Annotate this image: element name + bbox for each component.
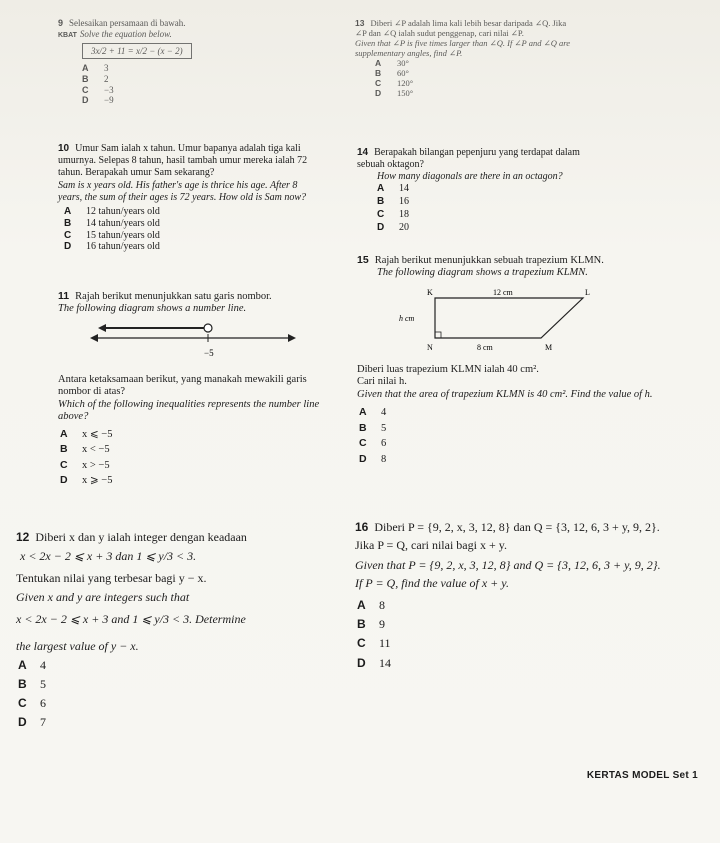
option-text: 4 (40, 657, 46, 672)
trapezium-diagram (393, 286, 613, 356)
question-16: 16 Diberi P = {9, 2, x, 3, 12, 8} dan Q = {3, 12, 6, 3 + y, 9, 2}. Jika P = Q, cari nilai bagi x + y. Given that P = {9, 2, x, 3, 12, 8} and Q = {3, 12, 6, 3 + y, 9, 2}. If P = Q, find the value of x + y. A 8 B 9 C 11 D 14 (355, 518, 665, 673)
option-letter: C (60, 458, 68, 471)
q16-text-ms: Diberi P = {9, 2, x, 3, 12, 8} dan Q = {3, 12, 6, 3 + y, 9, 2}. Jika P = Q, cari nilai bagi x + y. (355, 520, 660, 552)
option-letter: B (64, 217, 72, 229)
option-letter: A (64, 205, 72, 217)
answer-option[interactable] (60, 458, 333, 473)
option-letter: B (357, 617, 366, 632)
q15-text-en: The following diagram shows a trapezium KLMN. (377, 267, 588, 279)
option-text: 60° (397, 68, 409, 79)
kbat-tag: KBAT (58, 31, 77, 39)
answer-option[interactable] (357, 654, 665, 673)
option-text: 150° (397, 88, 414, 99)
answer-option[interactable] (357, 615, 665, 634)
option-text: 2 (104, 74, 109, 85)
option-text: 8 (379, 598, 385, 612)
axis-arrow-left (90, 334, 98, 342)
answer-option[interactable] (60, 427, 333, 442)
option-letter: D (375, 88, 382, 99)
option-text: x ⩽ −5 (82, 429, 113, 441)
option-letter: A (60, 428, 68, 441)
option-text: 120° (397, 78, 414, 89)
q15-text-en2: Given that the area of trapezium KLMN is 40 cm². Find the value of h. (357, 388, 653, 400)
option-text: 5 (381, 422, 387, 434)
option-letter: B (18, 676, 27, 691)
answer-option[interactable] (375, 58, 575, 68)
answer-option[interactable] (64, 241, 318, 253)
q11-question-en: Which of the following inequalities represents the number line above? (58, 398, 320, 422)
height-label: h cm (399, 313, 415, 323)
answer-option[interactable] (359, 436, 687, 452)
option-letter: D (82, 95, 89, 106)
q16-options (357, 596, 665, 673)
answer-option[interactable] (359, 405, 687, 421)
q15-given-ms: Diberi luas trapezium KLMN ialah 40 cm². (357, 363, 539, 375)
q15-text-ms: Rajah berikut menunjukkan sebuah trapezium KLMN. (374, 255, 604, 266)
answer-option[interactable] (60, 442, 333, 457)
option-letter: B (375, 68, 382, 79)
q9-equation-box: 3x/2 + 11 = x/2 − (x − 2) (82, 43, 192, 60)
option-letter: A (18, 657, 27, 672)
q12-text-ms: Diberi x dan y ialah integer dengan keadaan (35, 530, 247, 544)
axis-arrow-right (288, 334, 296, 342)
option-letter: D (60, 473, 68, 486)
option-text: 9 (379, 617, 385, 632)
q13-text-en: Given that ∠P is five times larger than ∠Q. If ∠P and ∠Q are supplementary angles, find ∠P. (355, 38, 570, 59)
q15-find-ms: Cari nilai h. (357, 376, 407, 388)
option-text: 12 tahun/years old (86, 205, 160, 217)
option-text: 14 tahun/years old (86, 217, 160, 229)
option-text: 5 (40, 676, 46, 691)
q16-text-en: Given that P = {9, 2, x, 3, 12, 8} and Q = {3, 12, 6, 3 + y, 9, 2}. If P = Q, find the value of x + y. (355, 558, 661, 590)
answer-option[interactable] (60, 473, 333, 488)
answer-option[interactable] (82, 74, 308, 85)
right-angle-mark (435, 332, 441, 338)
option-text: −3 (104, 84, 114, 95)
answer-option[interactable] (357, 596, 665, 615)
q12-options (18, 656, 346, 733)
option-letter: B (82, 74, 89, 85)
question-14: 14 Berapakah bilangan pepenjuru yang terdapat dalam sebuah oktagon? How many diagonals are there in an octagon? A 14 B 16 C 18 D 20 (357, 147, 587, 234)
answer-option[interactable] (18, 713, 346, 732)
question-10: 10 Umur Sam ialah x tahun. Umur bapanya adalah tiga kali umurnya. Selepas 8 tahun, hasil tambah umur mereka ialah 72 tahun. Berapakah umur Sam sekarang? Sam is x years old. His father's age is thrice his age. After 8 years, the sum of their ages is 72 years. How old is Sam now? A 12 tahun/years old B 14 tahun/years old C 15 tahun/years old D 16 tahun/years old (58, 143, 318, 253)
q10-options (64, 206, 318, 253)
top-length-label: 12 cm (493, 287, 513, 297)
q12-condition-en: x < 2x − 2 ⩽ x + 3 and 1 ⩽ y/3 < 3. Determine (16, 612, 246, 627)
option-letter: D (359, 453, 367, 466)
option-letter: B (377, 196, 385, 208)
answer-option[interactable] (377, 182, 587, 195)
answer-option[interactable] (377, 208, 587, 221)
q11-text-en: The following diagram shows a number line. (58, 303, 247, 315)
option-letter: B (60, 443, 68, 456)
option-letter: D (357, 655, 366, 670)
option-letter: A (377, 183, 385, 195)
q12-condition-ms: x < 2x − 2 ⩽ x + 3 dan 1 ⩽ y/3 < 3. (20, 548, 197, 563)
option-letter: A (357, 598, 366, 612)
q9-text-ms: Selesaikan persamaan di bawah. (69, 18, 186, 28)
answer-option[interactable] (82, 63, 308, 74)
footer-label: KERTAS MODEL Set 1 (586, 770, 698, 781)
option-text: 30° (397, 58, 409, 69)
option-text: 3 (104, 63, 109, 74)
q10-text-en: Sam is x years old. His father's age is thrice his age. After 8 years, the sum of their ages is 72 years. How old is Sam now? (58, 180, 307, 204)
option-text: 16 tahun/years old (86, 241, 160, 253)
option-text: 20 (399, 222, 409, 234)
answer-option[interactable] (64, 218, 318, 230)
option-letter: C (377, 209, 385, 221)
option-text: x > −5 (82, 459, 110, 471)
question-11: 11 Rajah berikut menunjukkan satu garis nombor. The following diagram shows a number line. −5 Antara ketaksamaan berikut, yang manakah mewakili garis nombor di atas? Which of the following inequalities represents the number line above? A x ⩽ −5 B x < −5 C x > −5 D x ⩾ −5 (58, 290, 333, 488)
answer-option[interactable] (359, 421, 687, 437)
answer-option[interactable] (357, 634, 665, 653)
option-text: 14 (379, 655, 391, 670)
q13-options (375, 58, 575, 98)
option-text: 16 (399, 196, 409, 208)
q13-text-ms: Diberi ∠P adalah lima kali lebih besar daripada ∠Q. Jika ∠P dan ∠Q ialah sudut penggenap, cari nilai ∠P. (355, 18, 567, 39)
q14-text-ms: Berapakah bilangan pepenjuru yang terdapat dalam sebuah oktagon? (357, 147, 580, 170)
option-text: 15 tahun/years old (86, 229, 160, 241)
q10-text-ms: Umur Sam ialah x tahun. Umur bapanya adalah tiga kali umurnya. Selepas 8 tahun, hasil tambah umur mereka ialah 72 tahun. Berapakah umur Sam sekarang? (58, 143, 308, 178)
answer-option[interactable] (82, 95, 308, 106)
answer-option[interactable] (18, 694, 346, 713)
option-letter: D (377, 222, 385, 234)
answer-option[interactable] (375, 78, 575, 88)
option-letter: C (82, 84, 89, 95)
option-letter: C (64, 229, 72, 241)
q11-text-ms: Rajah berikut menunjukkan satu garis nombor. (75, 291, 272, 302)
q9-text-en: Solve the equation below. (79, 28, 172, 39)
option-text: 14 (399, 183, 409, 195)
option-text: x < −5 (82, 444, 110, 456)
option-letter: C (357, 636, 366, 651)
q9-options (82, 63, 308, 105)
q14-options (377, 182, 587, 234)
option-text: 7 (40, 715, 46, 730)
q14-text-en: How many diagonals are there in an octagon? (377, 170, 563, 182)
option-letter: C (18, 695, 27, 710)
trapezium-shape (435, 298, 583, 338)
open-circle (204, 324, 212, 332)
q11-question-ms: Antara ketaksamaan berikut, yang manakah mewakili garis nombor di atas? (58, 373, 307, 398)
q15-options (359, 405, 687, 468)
question-12: 12 Diberi x dan y ialah integer dengan keadaan x < 2x − 2 ⩽ x + 3 dan 1 ⩽ y/3 < 3. Tentukan nilai yang terbesar bagi y − x. Given x and y are integers such that x < 2x − 2 ⩽ x + 3 and 1 ⩽ y/3 < 3. Determine the largest value of y − x. A 4 B 5 C 6 D 7 (16, 528, 346, 732)
option-letter: C (359, 437, 367, 450)
option-text: 6 (40, 695, 46, 710)
bottom-length-label: 8 cm (477, 342, 493, 352)
answer-option[interactable] (18, 656, 346, 675)
answer-option[interactable] (359, 452, 687, 468)
solution-ray-arrow (98, 324, 106, 332)
answer-option[interactable] (64, 230, 318, 242)
option-text: −9 (104, 95, 114, 106)
q12-text-en: Given x and y are integers such that (16, 589, 190, 604)
option-text: 18 (399, 209, 409, 221)
vertex-l: L (585, 287, 590, 297)
number-line-diagram (58, 320, 298, 368)
option-text: 11 (379, 636, 391, 651)
vertex-k: K (427, 287, 433, 297)
q12-question-ms: Tentukan nilai yang terbesar bagi y − x. (16, 571, 207, 586)
tick-label: −5 (204, 347, 214, 358)
vertex-m: M (545, 342, 553, 352)
option-letter: B (359, 421, 367, 434)
option-letter: A (359, 405, 367, 418)
q12-question-en: the largest value of y − x. (16, 638, 139, 653)
option-letter: D (64, 241, 72, 253)
vertex-n: N (427, 342, 433, 352)
answer-option[interactable] (377, 195, 587, 208)
option-text: x ⩾ −5 (82, 474, 113, 486)
q11-options (60, 427, 333, 488)
option-text: 6 (381, 438, 387, 450)
option-letter: C (375, 78, 382, 89)
option-letter: A (82, 63, 89, 74)
answer-option[interactable] (18, 675, 346, 694)
option-text: 8 (381, 454, 387, 466)
option-text: 4 (381, 406, 387, 418)
question-15: 15 Rajah berikut menunjukkan sebuah trapezium KLMN. The following diagram shows a trapezium KLMN. K L M N 12 cm 8 cm h cm Diberi luas trapezium KLMN ialah 40 cm². Cari nilai h. Given that the area of trapezium KLMN is 40 cm². Find the value of h. A 4 B 5 C 6 D 8 (357, 254, 687, 468)
answer-option[interactable] (375, 68, 575, 78)
question-9: 9 Selesaikan persamaan di bawah. KBAT Solve the equation below. 3x/2 + 11 = x/2 − (x − 2) A 3 B 2 C −3 D −9 (58, 18, 308, 106)
answer-option[interactable] (377, 221, 587, 234)
answer-option[interactable] (64, 206, 318, 218)
option-letter: A (375, 58, 382, 69)
question-13: 13 Diberi ∠P adalah lima kali lebih besar daripada ∠Q. Jika ∠P dan ∠Q ialah sudut penggenap, cari nilai ∠P. Given that ∠P is five times larger than ∠Q. If ∠P and ∠Q are supplementary angles, find ∠P. A 30° B 60° C 120° D 150° (355, 18, 575, 98)
answer-option[interactable] (82, 85, 308, 96)
answer-option[interactable] (375, 88, 575, 98)
option-letter: D (18, 715, 27, 730)
